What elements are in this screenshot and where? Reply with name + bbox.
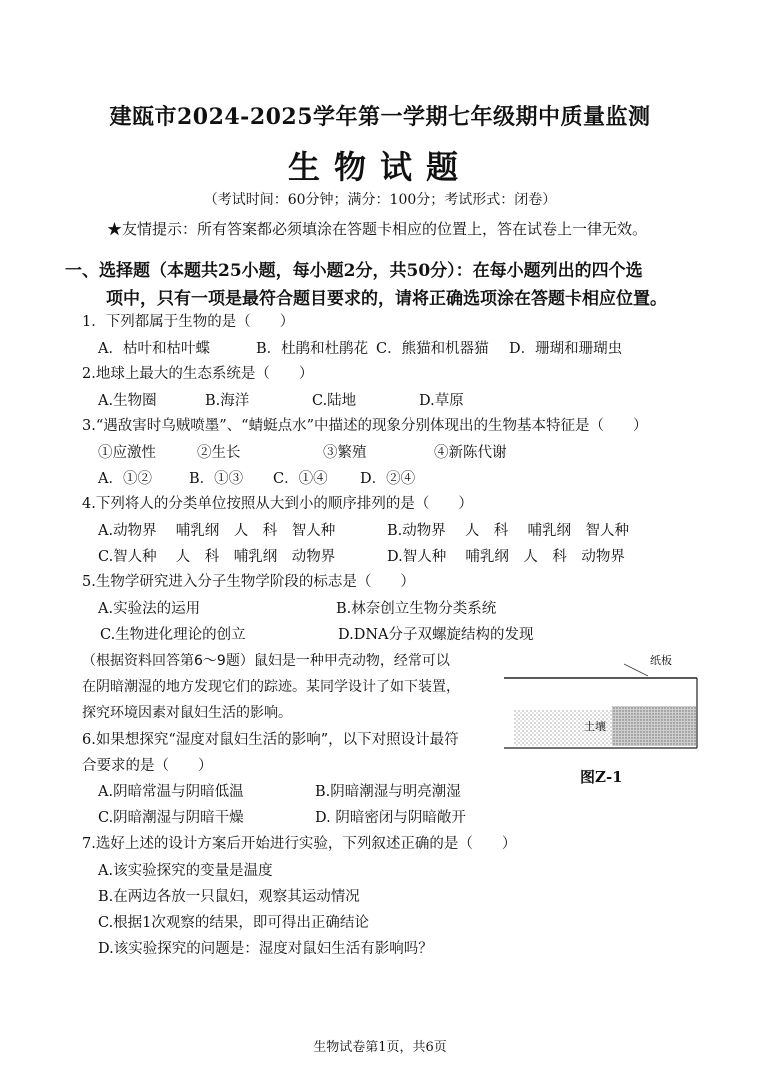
section-heading-line1: 一、选择题（本题共25小题，每小题2分，共50分）：在每小题列出的四个选 xyxy=(65,261,643,281)
question-2-option-d: D.草原 xyxy=(419,393,464,409)
question-5-option-d: D.DNA分子双螺旋结构的发现 xyxy=(338,627,534,643)
board-label: 纸板 xyxy=(650,654,672,667)
page-footer: 生物试卷第1页，共6页 xyxy=(313,1040,447,1055)
soil-label: 土壤 xyxy=(584,720,606,733)
question-6-stem-line2: 合要求的是（ ） xyxy=(82,758,213,774)
question-1-option-b: B．杜鹃和杜鹃花 xyxy=(256,341,369,357)
question-7-stem: 7.选好上述的设计方案后开始进行实验，下列叙述正确的是（ ） xyxy=(82,836,517,852)
question-3-item-4: ④新陈代谢 xyxy=(434,445,507,461)
question-1-option-a: A．枯叶和枯叶蝶 xyxy=(98,341,210,357)
question-6-option-c: C.阴暗潮湿与阴暗干燥 xyxy=(98,810,244,826)
question-7-option-c: C.根据1次观察的结果，即可得出正确结论 xyxy=(98,915,369,931)
question-3-item-3: ③繁殖 xyxy=(323,445,367,461)
question-1-option-d: D．珊瑚和珊瑚虫 xyxy=(509,341,623,357)
question-4-option-c: C.智人种 人 科 哺乳纲 动物界 xyxy=(98,549,336,565)
question-3-item-1: ①应激性 xyxy=(98,445,156,461)
question-4-option-a: A.动物界 哺乳纲 人 科 智人种 xyxy=(98,523,336,539)
subject-title: 生物试题 xyxy=(287,148,472,186)
question-3-option-b: B．①③ xyxy=(189,471,244,487)
exam-title: 建瓯市2024-2025学年第一学期七年级期中质量监测 xyxy=(109,104,651,130)
question-6-option-a: A.阴暗常温与阴暗低温 xyxy=(98,784,244,800)
question-3-option-d: D．②④ xyxy=(360,471,416,487)
material-line-2: 在阴暗潮湿的地方发现它们的踪迹。某同学设计了如下装置， xyxy=(82,679,460,695)
board-label-pointer xyxy=(624,664,648,676)
question-6-stem-line1: 6.如果想探究“湿度对鼠妇生活的影响”，以下对照设计最符 xyxy=(82,732,459,748)
question-7-option-b: B.在两边各放一只鼠妇，观察其运动情况 xyxy=(98,889,360,905)
figure-caption: 图Z-1 xyxy=(580,768,623,786)
figure-z1 xyxy=(502,650,702,760)
question-2-option-c: C.陆地 xyxy=(312,393,357,409)
question-6-option-d: D. 阴暗密闭与阴暗敞开 xyxy=(315,810,466,826)
question-3-item-2: ②生长 xyxy=(197,445,241,461)
question-2-stem: 2.地球上最大的生态系统是（ ） xyxy=(82,366,314,382)
tip-text: ★友情提示：所有答案都必须填涂在答题卡相应的位置上，答在试卷上一律无效。 xyxy=(107,220,648,238)
material-line-1: （根据资料回答第6～9题）鼠妇是一种甲壳动物，经常可以 xyxy=(82,653,450,669)
question-5-option-a: A.实验法的运用 xyxy=(98,601,201,617)
question-3-option-c: C．①④ xyxy=(273,471,328,487)
question-4-stem: 4.下列将人的分类单位按照从大到小的顺序排列的是（ ） xyxy=(82,496,473,512)
question-1-option-c: C．熊猫和机器猫 xyxy=(376,341,489,357)
question-1-stem: 1．下列都属于生物的是（ ） xyxy=(82,314,295,330)
question-2-option-a: A.生物圈 xyxy=(98,393,157,409)
question-5-option-c: C.生物进化理论的创立 xyxy=(100,627,246,643)
question-5-stem: 5.生物学研究进入分子生物学阶段的标志是（ ） xyxy=(82,574,415,590)
material-line-3: 探究环境因素对鼠妇生活的影响。 xyxy=(82,705,292,721)
question-5-option-b: B.林奈创立生物分类系统 xyxy=(336,601,497,617)
figure-z1-diagram xyxy=(502,650,702,760)
question-4-option-b: B.动物界 人 科 哺乳纲 智人种 xyxy=(387,523,629,539)
exam-info: （考试时间：60分钟；满分：100分；考试形式：闭卷） xyxy=(203,192,557,208)
question-7-option-d: D.该实验探究的问题是：湿度对鼠妇生活有影响吗？ xyxy=(98,941,433,957)
moist-soil-region xyxy=(612,706,696,746)
question-7-option-a: A.该实验探究的变量是温度 xyxy=(98,863,273,879)
question-6-option-b: B.阴暗潮湿与明亮潮湿 xyxy=(315,784,461,800)
section-heading-line2: 项中，只有一项是最符合题目要求的，请将正确选项涂在答题卡相应位置。 xyxy=(106,289,667,309)
question-3-stem: 3.“遇敌害时乌贼喷墨”、“蜻蜓点水”中描述的现象分别体现出的生物基本特征是（ ） xyxy=(82,418,648,434)
question-3-option-a: A．①② xyxy=(98,471,152,487)
question-2-option-b: B.海洋 xyxy=(205,393,250,409)
question-4-option-d: D.智人种 哺乳纲 人 科 动物界 xyxy=(387,549,625,565)
